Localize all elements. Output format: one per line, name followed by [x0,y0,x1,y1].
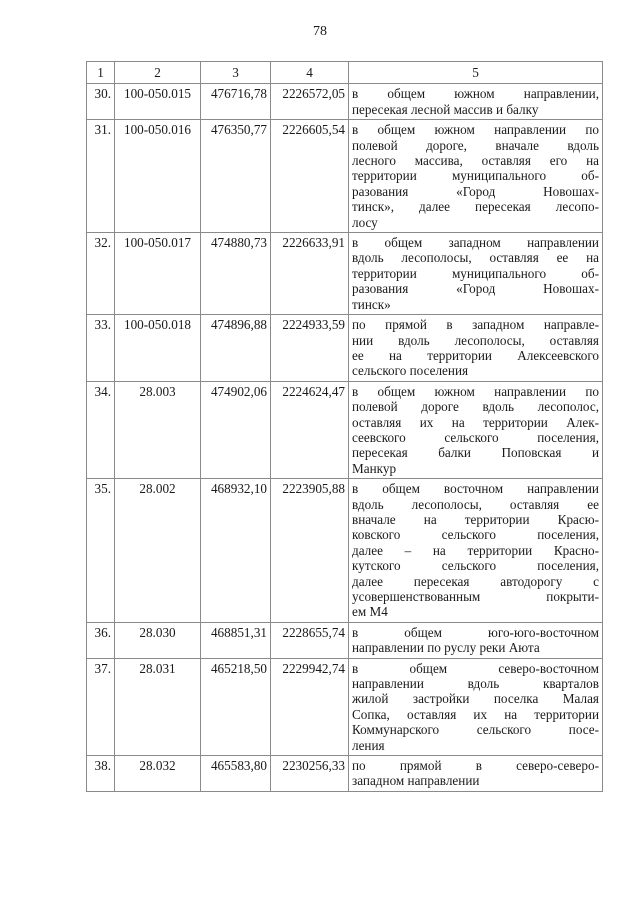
description-line: лесного массива, оставляя его на [352,153,599,169]
x-coordinate-cell: 468851,31 [201,622,271,658]
description-line: вначале на территории Красю- [352,511,599,527]
boundary-description-cell [349,622,603,658]
boundary-description-cell [349,233,603,315]
point-code-cell: 100-050.018 [115,315,201,382]
row-number-cell: 32. [87,233,115,315]
row-number-cell: 33. [87,315,115,382]
description-line: ем М4 [352,604,388,620]
description-line: разования «Город Новошах- [352,281,599,297]
table-row [87,84,603,120]
row-number-cell: 31. [87,120,115,233]
x-coordinate-cell: 465218,50 [201,658,271,755]
table-row [87,479,603,623]
point-code-cell: 28.032 [115,756,201,792]
description-line: нии вдоль лесополосы, оставляя [352,332,599,348]
point-code-cell: 28.002 [115,479,201,623]
table-row [87,658,603,755]
y-coordinate-cell: 2230256,33 [271,756,349,792]
description-line: территории муниципального об- [352,265,599,281]
x-coordinate-cell: 465583,80 [201,756,271,792]
description-line: по прямой в западном направле- [352,317,599,333]
y-coordinate-cell: 2226605,54 [271,120,349,233]
x-coordinate-cell: 474902,06 [201,381,271,478]
description-line: сеевского сельского поселения, [352,429,599,445]
description-line: в общем восточном направлении [352,481,599,497]
description-line: западном направлении [352,773,480,789]
description-line: вдоль лесополосы, оставляя ее на [352,250,599,266]
column-header: 3 [201,62,271,84]
description-line: в общем южном направлении, [352,86,599,102]
row-number-cell: 36. [87,622,115,658]
point-code-cell: 100-050.017 [115,233,201,315]
boundary-description-cell [349,756,603,792]
description-line: в общем северо-восточном [352,660,599,676]
description-line: пересекая лесной массив и балку [352,101,539,117]
y-coordinate-cell: 2224624,47 [271,381,349,478]
table-row [87,233,603,315]
row-number-cell: 38. [87,756,115,792]
description-line: вдоль лесополосы, оставляя ее [352,496,599,512]
description-line: жилой застройки поселка Малая [352,691,599,707]
boundary-description-cell [349,658,603,755]
point-code-cell: 28.031 [115,658,201,755]
header-row [87,62,603,84]
description-line: тинск», далее пересекая лесопо- [352,199,599,215]
y-coordinate-cell: 2224933,59 [271,315,349,382]
description-line: тинск» [352,296,391,312]
table-row [87,120,603,233]
boundary-description-cell [349,381,603,478]
row-number-cell: 34. [87,381,115,478]
table-row [87,315,603,382]
description-line: направлении вдоль кварталов [352,676,599,692]
description-line: усовершенствованным покрыти- [352,589,599,604]
description-line: ления [352,737,385,753]
description-line: далее пересекая автодорогу с [352,573,599,589]
row-number-cell: 37. [87,658,115,755]
y-coordinate-cell: 2228655,74 [271,622,349,658]
description-line: в общем южном направлении по [352,383,599,399]
description-line: ее на территории Алексеевского [352,347,599,363]
description-line: в общем южном направлении по [352,122,599,138]
description-line: Манкур [352,460,397,476]
description-line: полевой дороге вдоль лесополос, [352,399,599,415]
x-coordinate-cell: 476716,78 [201,84,271,120]
boundary-description-cell [349,120,603,233]
point-code-cell: 28.030 [115,622,201,658]
description-line: территории муниципального об- [352,168,599,184]
description-line: лосу [352,214,378,230]
x-coordinate-cell: 474880,73 [201,233,271,315]
x-coordinate-cell: 476350,77 [201,120,271,233]
description-line: в общем юго-юго-восточном [352,624,599,640]
point-code-cell: 100-050.015 [115,84,201,120]
description-line: Сопка, оставляя их на территории [352,706,599,722]
x-coordinate-cell: 468932,10 [201,479,271,623]
y-coordinate-cell: 2226633,91 [271,233,349,315]
boundary-description-cell [349,315,603,382]
row-number-cell: 35. [87,479,115,623]
column-header: 2 [115,62,201,84]
column-header: 1 [87,62,115,84]
y-coordinate-cell: 2229942,74 [271,658,349,755]
description-line: направлении по руслу реки Аюта [352,640,540,656]
description-line: оставляя их на территории Алек- [352,414,599,430]
description-line: по прямой в северо-северо- [352,758,599,774]
boundary-points-table [86,61,603,792]
page-number: 78 [313,24,327,39]
description-line: полевой дороге, вначале вдоль [352,137,599,153]
x-coordinate-cell: 474896,88 [201,315,271,382]
table-row [87,622,603,658]
description-line: в общем западном направлении [352,235,599,251]
description-line: сельского поселения [352,363,469,379]
description-line: кутского сельского поселения, [352,558,599,574]
table-row [87,756,603,792]
boundary-description-cell [349,479,603,623]
description-line: ковского сельского поселения, [352,527,599,543]
description-line: Коммунарского сельского посе- [352,722,599,738]
column-header: 4 [271,62,349,84]
point-code-cell: 28.003 [115,381,201,478]
point-code-cell: 100-050.016 [115,120,201,233]
row-number-cell: 30. [87,84,115,120]
description-line: разования «Город Новошах- [352,183,599,199]
description-line: пересекая балки Поповская и [352,445,599,461]
description-line: далее – на территории Красно- [352,542,599,558]
boundary-description-cell [349,84,603,120]
y-coordinate-cell: 2226572,05 [271,84,349,120]
column-header: 5 [349,62,603,84]
y-coordinate-cell: 2223905,88 [271,479,349,623]
table-row [87,381,603,478]
